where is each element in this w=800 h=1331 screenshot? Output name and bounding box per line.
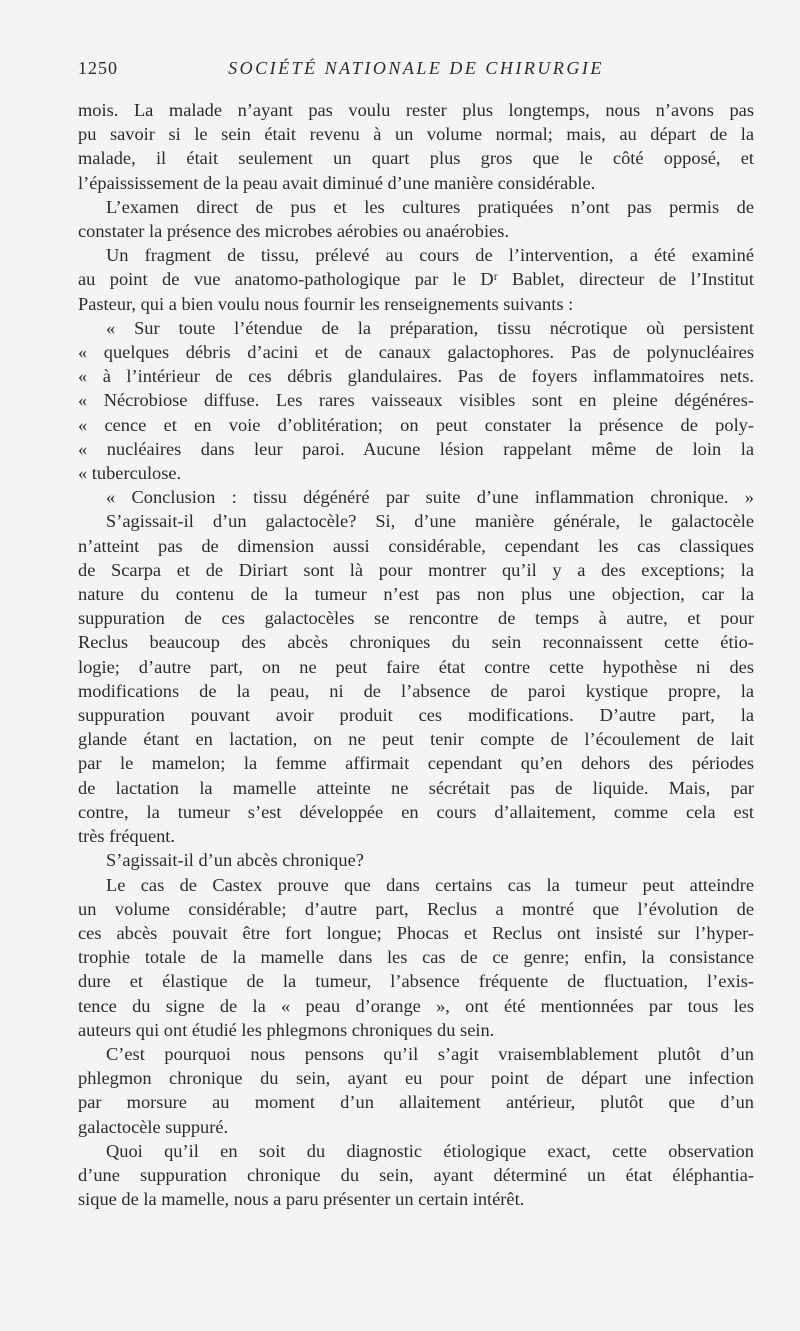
text-line: logie; d’autre part, on ne peut faire état contre cette hypothèse ni des: [78, 656, 754, 677]
text-line: par le mamelon; la femme affirmait cependant qu’en dehors des périodes: [78, 753, 754, 774]
text-line: Un fragment de tissu, prélevé au cours de l’intervention, a été examiné: [106, 245, 754, 266]
text-line: auteurs qui ont étudié les phlegmons chroniques du sein.: [78, 1019, 495, 1040]
text-line: L’examen direct de pus et les cultures pratiquées n’ont pas permis de: [106, 196, 754, 217]
text-line: Le cas de Castex prouve que dans certains cas la tumeur peut atteindre: [106, 874, 754, 895]
text-line: ces abcès pouvait être fort longue; Phocas et Reclus ont insisté sur l’hyper-: [78, 922, 754, 943]
text-line: modifications de la peau, ni de l’absence de paroi kystique propre, la: [78, 680, 754, 701]
text-line: « tuberculose.: [78, 463, 182, 484]
text-line: au point de vue anatomo-pathologique par le Dʳ Bablet, directeur de l’Institut: [78, 269, 754, 290]
text-line: Reclus beaucoup des abcès chroniques du sein reconnaissent cette étio-: [78, 632, 754, 653]
text-line: « Nécrobiose diffuse. Les rares vaisseaux visibles sont en pleine dégénéres-: [78, 390, 754, 411]
text-line: C’est pourquoi nous pensons qu’il s’agit vraisemblablement plutôt d’un: [106, 1043, 754, 1064]
text-line: l’épaississement de la peau avait diminué d’une manière considérable.: [78, 172, 596, 193]
text-line: « quelques débris d’acini et de canaux galactophores. Pas de polynucléaires: [78, 342, 754, 363]
text-line: « Conclusion : tissu dégénéré par suite d’une inflammation chronique. »: [106, 487, 754, 508]
text-line: Pasteur, qui a bien voulu nous fournir les renseignements suivants :: [78, 293, 574, 314]
text-line: mois. La malade n’ayant pas voulu rester plus longtemps, nous n’avons pas: [78, 100, 754, 120]
page-header: [78, 58, 754, 84]
text-line: n’atteint pas de dimension aussi considérable, cependant les cas classiques: [78, 535, 754, 556]
text-line: tence du signe de la « peau d’orange », ont été mentionnées par tous les: [78, 995, 754, 1016]
text-line: sique de la mamelle, nous a paru présenter un certain intérêt.: [78, 1189, 525, 1210]
text-line: nature du contenu de la tumeur n’est pas non plus une objection, car la: [78, 584, 754, 605]
text-line: très fréquent.: [78, 826, 176, 847]
text-line: de lactation la mamelle atteinte ne sécrétait pas de liquide. Mais, par: [78, 777, 754, 798]
text-line: constater la présence des microbes aérobies ou anaérobies.: [78, 221, 509, 242]
page-number: 1250: [78, 58, 118, 78]
text-line: « nucléaires dans leur paroi. Aucune lésion rappelant même de loin la: [78, 438, 754, 459]
text-line: Quoi qu’il en soit du diagnostic étiologique exact, cette observation: [106, 1140, 754, 1161]
text-line: suppuration pouvant avoir produit ces modifications. D’autre part, la: [78, 705, 754, 726]
text-line: « Sur toute l’étendue de la préparation, tissu nécrotique où persistent: [106, 317, 754, 338]
text-line: « cence et en voie d’oblitération; on peut constater la présence de poly-: [78, 414, 754, 435]
text-line: glande étant en lactation, on ne peut tenir compte de l’écoulement de lait: [78, 729, 754, 750]
body-text: [78, 98, 754, 1211]
text-line: malade, il était seulement un quart plus gros que le côté opposé, et: [78, 148, 754, 169]
text-line: « à l’intérieur de ces débris glandulaires. Pas de foyers inflammatoires nets.: [78, 366, 754, 387]
text-line: S’agissait-il d’un abcès chronique?: [106, 850, 364, 871]
text-line: suppuration de ces galactocèles se rencontre de temps à autre, et pour: [78, 608, 754, 629]
text-line: un volume considérable; d’autre part, Reclus a montré que l’évolution de: [78, 898, 754, 919]
text-line: contre, la tumeur s’est développée en cours d’allaitement, comme cela est: [78, 801, 754, 822]
text-line: phlegmon chronique du sein, ayant eu pour point de départ une infection: [78, 1068, 754, 1089]
text-line: dure et élastique de la tumeur, l’absence fréquente de fluctuation, l’exis-: [78, 971, 754, 992]
text-line: par morsure au moment d’un allaitement antérieur, plutôt que d’un: [78, 1092, 754, 1113]
running-head: SOCIÉTÉ NATIONALE DE CHIRURGIE: [228, 58, 604, 78]
text-line: de Scarpa et de Diriart sont là pour montrer qu’il y a des exceptions; la: [78, 559, 754, 580]
text-line: d’une suppuration chronique du sein, ayant déterminé un état éléphantia-: [78, 1164, 754, 1185]
text-line: S’agissait-il d’un galactocèle? Si, d’une manière générale, le galactocèle: [106, 511, 754, 532]
text-line: trophie totale de la mamelle dans les cas de ce genre; enfin, la consistance: [78, 947, 754, 968]
text-line: galactocèle suppuré.: [78, 1116, 229, 1137]
text-line: pu savoir si le sein était revenu à un volume normal; mais, au départ de la: [78, 124, 754, 145]
